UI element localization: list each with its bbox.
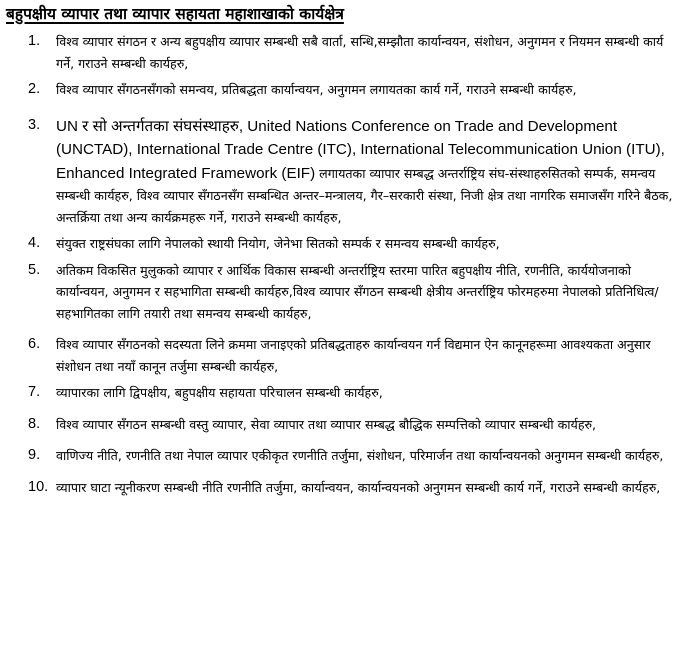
item-number: 4. [28,235,41,251]
item-number: 5. [28,261,41,278]
item-text: विश्व व्यापार सँगठन सम्बन्धी वस्तु व्यापार, सेवा व्यापार तथा व्यापार सम्बद्ध बौद्धिक सम्पत्तिको व्यापार सम्बन्धी कार्यहरु, [56,416,597,432]
item-text: विश्व व्यापार सँगठनको सदस्यता लिने क्रममा जनाइएको प्रतिबद्धताहरु कार्यान्वयन गर्न विद्यमान ऐन कानूनहरूमा आवश्यकता अनुसार संशोधन तथा नयाँ कानून तर्जुमा सम्बन्धी कार्यहरु, [56,337,651,374]
item-text: व्यापार घाटा न्यूनीकरण सम्बन्धी नीति रणनीति तर्जुमा, कार्यान्वयन, कार्यान्वयनको अनुगमन सम्बन्धी कार्य गर्ने, गराउने सम्बन्धी कार्यहरु, [56,479,661,495]
list-item-8 [6,414,689,436]
list-item-5 [6,260,689,325]
item-number: 6. [28,336,41,352]
list-item-9 [6,445,689,467]
list-item-1 [6,31,689,74]
item-number: 10. [28,478,49,495]
item-text-latin: UN र सो अन्तर्गतका संघसंस्थाहरु, United Nations Conference on Trade and Development (UNCTAD), International Trade Centre (ITC), International Telecommunication Union (ITU), Enhanced Integrated Framework (EIF) [56,117,665,182]
list-item-7 [6,382,689,404]
list-item-3 [6,115,689,229]
list-item-4 [6,233,689,255]
item-number: 2. [28,81,41,97]
item-text: विश्व व्यापार संगठन र अन्य बहुपक्षीय व्यापार सम्बन्धी सबै वार्ता, सन्धि,सम्झौता कार्यान्वयन, संशोधन, अनुगमन र नियमन सम्बन्धी कार्य गर्ने, गराउने सम्बन्धी कार्यहरु, [56,34,664,71]
document-title: बहुपक्षीय व्यापार तथा व्यापार सहायता महाशाखाको कार्यक्षेत्र [6,5,344,23]
item-number: 9. [28,447,41,463]
item-text: व्यापारका लागि द्विपक्षीय, बहुपक्षीय सहायता परिचालन सम्बन्धी कार्यहरु, [56,385,383,400]
item-text: विश्व व्यापार सँगठनसँगको समन्वय, प्रतिबद्धता कार्यान्वयन, अनुगमन लगायतका कार्य गर्ने, गराउने सम्बन्धी कार्यहरु, [56,82,577,97]
responsibility-list [6,31,689,498]
item-text: संयुक्त राष्ट्रसंघका लागि नेपालको स्थायी नियोग, जेनेभा सितको सम्पर्क र समन्वय सम्बन्धी कार्यहरु, [56,236,500,251]
list-item-6 [6,334,689,377]
item-number: 1. [28,33,41,49]
list-item-10 [6,477,689,499]
item-number: 7. [28,384,41,400]
list-item-2 [6,79,689,101]
item-text: अतिकम विकसित मुलुकको व्यापार र आर्थिक विकास सम्बन्धी अन्तर्राष्ट्रिय स्तरमा पारित बहुपक्षीय नीति, रणनीति, कार्ययोजनाको कार्यान्वयन, अनुगमन र सहभागिता सम्बन्धी कार्यहरु,विश्व व्यापार सँगठन सम्बन्धी क्षेत्रीय अन्तर्राष्ट्रिय फोरमहरुमा नेपालको प्रतिनिधित्व/सहभागितका लागि तयारी तथा समन्वय सम्बन्धी कार्यहरु, [56,262,659,321]
item-number: 3. [28,116,41,133]
item-text: वाणिज्य नीति, रणनीति तथा नेपाल व्यापार एकीकृत रणनीति तर्जुमा, संशोधन, परिमार्जन तथा कार्यान्वयनको अनुगमन सम्बन्धी कार्यहरु, [56,448,664,463]
item-text: लगायतका व्यापार सम्बद्ध अन्तर्राष्ट्रिय संघ-संस्थाहरुसितको सम्पर्क, समन्वय सम्बन्धी कार्यहरु, विश्व व्यापार सँगठनसँग सम्बन्धित अन्तर–मन्त्रालय, गैर–सरकारी संस्था, निजी क्षेत्र तथा नागरिक समाजसँग गरिने बैठक, अन्तर्क्रिया तथा अन्य कार्यक्रमहरू गर्ने, गराउने सम्बन्धी कार्यहरु, [56,165,673,225]
item-text-block [56,115,689,229]
item-number: 8. [28,415,41,432]
